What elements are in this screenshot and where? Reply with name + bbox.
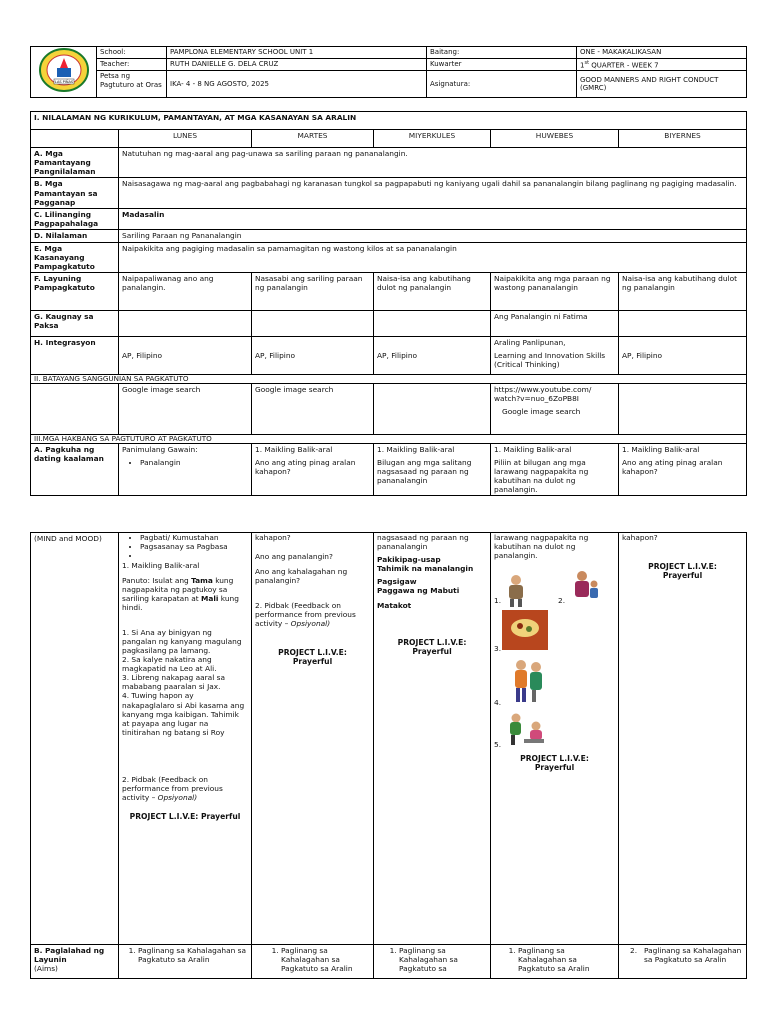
row-f-label: F. Layuning Pampagkatuto [31, 272, 119, 310]
row-g-mon [119, 310, 252, 336]
section-1-title: I. NILALAMAN NG KURIKULUM, PAMANTAYAN, AT MGA KASANAYAN SA ARALIN [31, 112, 747, 130]
thu-pics-row-3: 4. [494, 658, 615, 706]
tue-project-live: PROJECT L.I.V.E: Prayerful [278, 648, 347, 667]
row-3a-wed: nagsasaad ng paraan ng pananalangin Pakikipag-usap Tahimik na manalangin Pagsigaw Paggawa ng Mabuti Matakot PROJECT L.I.V.E: Prayerful [374, 533, 491, 945]
row-e-label: E. Mga Kasanayang Pampagkatuto [31, 242, 119, 272]
mon-project-live: PROJECT L.I.V.E: Prayerful [129, 811, 241, 821]
row-3b-label: B. Paglalahad ng Layunin (Aims) [31, 945, 119, 979]
quarter-label: Kuwarter [427, 58, 577, 71]
subject-value: GOOD MANNERS AND RIGHT CONDUCT (GMRC) [577, 71, 747, 98]
row-3a-fri-top: 1. Maikling Balik-aral Ano ang ating pinag aralan kahapon? [619, 443, 747, 495]
fri-project-live: PROJECT L.I.V.E: Prayerful [648, 562, 717, 581]
row-h-mon: AP, Filipino [119, 336, 252, 374]
thu-project-live: PROJECT L.I.V.E: Prayerful [520, 754, 589, 773]
page-1 [30, 46, 746, 496]
day-thursday: HUWEBES [491, 130, 619, 148]
children-helping-image [504, 712, 550, 746]
section-3-title: III.MGA HAKBANG SA PAGTUTURO AT PAGKATUTO [31, 434, 747, 443]
row-b-label: B. Mga Pamantayan sa Pagganap [31, 178, 119, 208]
row-h-wed: AP, Filipino [374, 336, 491, 374]
teacher-label: Teacher: [97, 58, 167, 71]
ref-fri [619, 383, 747, 434]
lesson-table-1 [30, 111, 747, 496]
subject-label: Asignatura: [427, 71, 577, 98]
row-h-label: H. Integrasyon [31, 336, 119, 374]
row-3a-wed-top: 1. Maikling Balik-aral Bilugan ang mga salitang nagsasaad ng paraan ng pananalangin [374, 443, 491, 495]
row-g-thu: Ang Panalangin ni Fatima [491, 310, 619, 336]
row-3a-mon-top: Panimulang Gawain: • Panalangin [119, 443, 252, 495]
row-3a-label-cont: (MIND and MOOD) [31, 533, 119, 945]
row-3b-thu: 1. Paglinang sa Kahalagahan sa Pagkatuto sa Aralin [491, 945, 619, 979]
row-f-fri: Naisa-isa ang kabutihang dulot ng panalangin [619, 272, 747, 310]
thu-pics-row-4: 5. [494, 712, 615, 748]
ref-mon: Google image search [119, 383, 252, 434]
wed-project-live: PROJECT L.I.V.E: Prayerful [397, 638, 467, 657]
lesson-table-2 [30, 532, 747, 979]
ref-thu: https://www.youtube.com/ watch?v=nuo_6ZoPB8I Google image search [491, 383, 619, 434]
meal-image [502, 610, 548, 650]
day-friday: BIYERNES [619, 130, 747, 148]
school-value: PAMPLONA ELEMENTARY SCHOOL UNIT 1 [167, 47, 427, 59]
row-3b-mon: 1. Paglinang sa Kahalagahan sa Pagkatuto sa Aralin [119, 945, 252, 979]
grade-label: Baitang: [427, 47, 577, 59]
row-c-label: C. Lilinanging Pagpapahalaga [31, 208, 119, 229]
row-h-tue: AP, Filipino [252, 336, 374, 374]
helping-elder-image [508, 658, 548, 704]
row-a-label: A. Mga Pamantayang Pangnilalaman [31, 148, 119, 178]
row-d-label: D. Nilalaman [31, 229, 119, 242]
day-monday: LUNES [119, 130, 252, 148]
section-2-title: II. BATAYANG SANGGUNIAN SA PAGKATUTO [31, 374, 747, 383]
row-3a-mon: • Pagbati/ Kumustahan • Pagsasanay sa Pagbasa • 1. Maikling Balik-aral Panuto: Isulat ang Tama kung nagpapakita ng pagtukoy sa sariling karapatan at Mali kung hindi. 1. Si Ana ay binigyan ng pangalan ng kanyang magulang pagkasilang pa lamang. 2. Sa kalye nakatira ang magkapatid na Leo at Ali. 3. Libreng nakapag aaral sa mababang paaralan si Jax. 4. Tuwing hapon ay nakapaglalaro si Abi kasama ang kanyang mga kaibigan. Tahimik at payapa ang lugar na tinitirahan ng batang si Roy 2. Pidbak (Feedback on performance from previous activity – Opsiyonal) PROJECT L.I.V.E: Prayerful [119, 533, 252, 945]
row-c-value: Madasalin [119, 208, 747, 229]
date-value: IKA- 4 - 8 NG AGOSTO, 2025 [167, 71, 427, 98]
row-3a-tue-top: 1. Maikling Balik-aral Ano ang ating pinag aralan kahapon? [252, 443, 374, 495]
row-h-fri: AP, Filipino [619, 336, 747, 374]
row-g-fri [619, 310, 747, 336]
row-g-tue [252, 310, 374, 336]
school-label: School: [97, 47, 167, 59]
row-f-thu: Naipakikita ang mga paraan ng wastong pananalangin [491, 272, 619, 310]
row-a-value: Natutuhan ng mag-aaral ang pag-unawa sa sariling paraan ng pananalangin. [119, 148, 747, 178]
row-3a-tue: kahapon? Ano ang panalangin? Ano ang kahalagahan ng panalangin? 2. Pidbak (Feedback on performance from previous activity – Opsiyonal) PROJECT L.I.V.E: Prayerful [252, 533, 374, 945]
row-f-mon: Naipapaliwanag ano ang panalangin. [119, 272, 252, 310]
row-e-value: Naipakikita ang pagiging madasalin sa pamamagitan ng wastong kilos at sa pananalangin [119, 242, 747, 272]
thu-pics-row-1: 1. 2. [494, 574, 615, 610]
day-tuesday: MARTES [252, 130, 374, 148]
row-g-wed [374, 310, 491, 336]
ref-wed [374, 383, 491, 434]
grade-value: ONE - MAKAKALIKASAN [577, 47, 747, 59]
row-d-value: Sariling Paraan ng Pananalangin [119, 229, 747, 242]
logo-text: LAS PIÑAS [54, 80, 73, 84]
row-3b-tue: 1. Paglinang sa Kahalagahan sa Pagkatuto sa Aralin [252, 945, 374, 979]
header-table [30, 46, 747, 98]
teacher-value: RUTH DANIELLE G. DELA CRUZ [167, 58, 427, 71]
ref-tue: Google image search [252, 383, 374, 434]
row-f-wed: Naisa-isa ang kabutihang dulot ng panalangin [374, 272, 491, 310]
row-3a-label: A. Pagkuha ng dating kaalaman [31, 443, 119, 495]
quarter-value: 1st QUARTER - WEEK 7 [577, 58, 747, 71]
row-b-value: Naisasagawa ng mag-aaral ang pagbabahagi ng karanasan tungkol sa pagpapabuti ng kaniyang ugali dahil sa pananalangin bilang paglinang ng pagiging madasalin. [119, 178, 747, 208]
row-3a-thu: larawang nagpapakita ng kabutihan na dulot ng panalangin. 1. 2. 3. 4. 5. PROJECT L.I.V.E: Prayerful [491, 533, 619, 945]
row-h-thu: Araling Panlipunan, Learning and Innovation Skills (Critical Thinking) [491, 336, 619, 374]
row-3a-thu-top: 1. Maikling Balik-aral Piliin at bilugan ang mga larawang nagpapakita ng kabutihan na dulot ng panalangin. [491, 443, 619, 495]
praying-elderly-image [502, 574, 530, 608]
thu-pics-row-2: 3. [494, 610, 615, 654]
school-logo [31, 47, 97, 98]
page-2 [30, 532, 746, 979]
row-f-tue: Nasasabi ang sariling paraan ng panalangin [252, 272, 374, 310]
family-image [570, 570, 600, 604]
date-label: Petsa ng Pagtuturo at Oras [97, 71, 167, 98]
row-3a-fri: kahapon? PROJECT L.I.V.E: Prayerful [619, 533, 747, 945]
day-wednesday: MIYERKULES [374, 130, 491, 148]
row-g-label: G. Kaugnay sa Paksa [31, 310, 119, 336]
row-3b-wed: 1. Paglinang sa Kahalagahan sa Pagkatuto sa [374, 945, 491, 979]
row-3b-fri: 2. Paglinang sa Kahalagahan sa Pagkatuto sa Aralin [619, 945, 747, 979]
